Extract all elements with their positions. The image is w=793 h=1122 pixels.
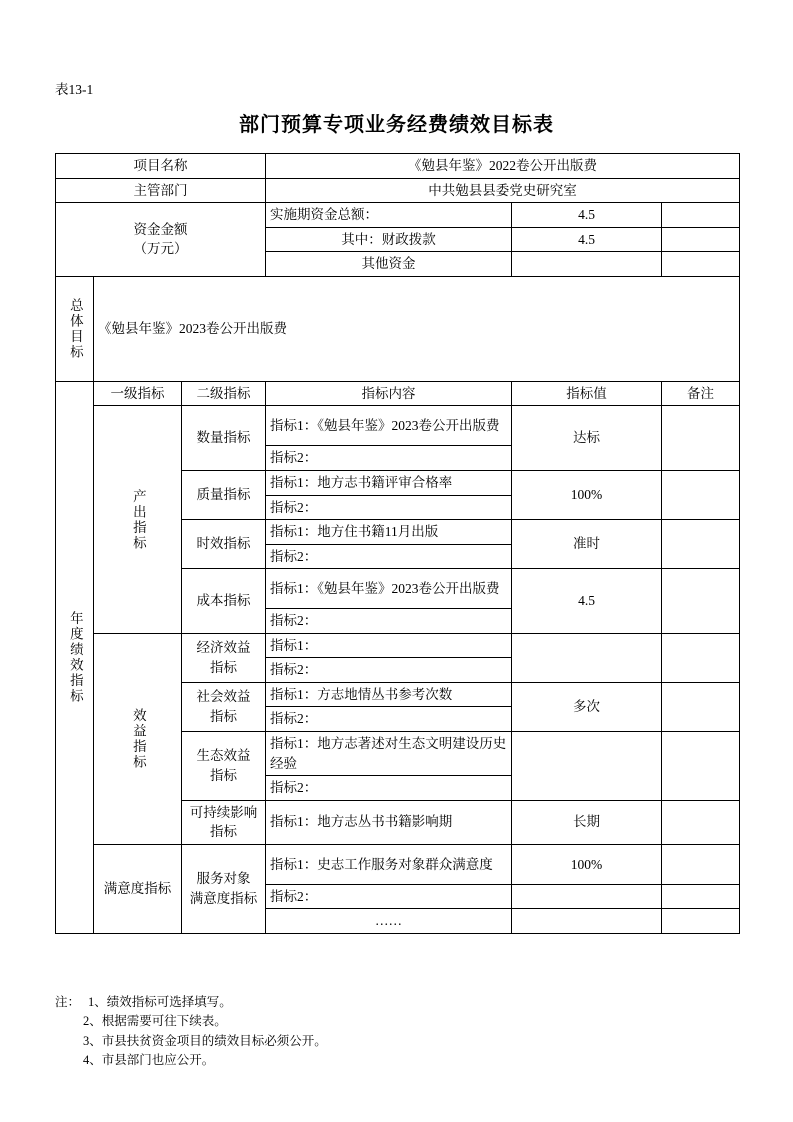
indicator-content: 指标1： — [266, 633, 512, 658]
footnote-item: 1、绩效指标可选择填写。 — [88, 995, 232, 1009]
indicator-content: 指标2： — [266, 609, 512, 634]
level2-quantity: 数量指标 — [182, 406, 266, 471]
level2-ecological-line2: 指标 — [210, 767, 237, 783]
page-title: 部门预算专项业务经费绩效目标表 — [239, 114, 554, 136]
level2-economic — [182, 633, 266, 682]
table-label: 表13-1 — [55, 82, 94, 97]
level1-output — [94, 406, 182, 633]
table-row — [56, 203, 740, 228]
indicator-remark — [662, 470, 740, 519]
footnote-lead: 注： — [55, 995, 81, 1009]
indicator-remark — [662, 800, 740, 844]
overall-goal-text: 《勉县年鉴》2023卷公开出版费 — [94, 276, 740, 381]
indicator-content: 指标1：《勉县年鉴》2023卷公开出版费 — [266, 569, 512, 609]
indicator-value: 4.5 — [512, 569, 662, 634]
annual-side-label — [56, 381, 94, 933]
department-value: 中共勉县县委党史研究室 — [266, 178, 740, 203]
indicator-value: 多次 — [512, 682, 662, 731]
level1-benefit — [94, 633, 182, 844]
fund-total-label: 实施期资金总额： — [266, 203, 512, 228]
footnote-row — [55, 993, 327, 1012]
indicator-value: 长期 — [512, 800, 662, 844]
level2-timeliness: 时效指标 — [182, 520, 266, 569]
level2-social — [182, 682, 266, 731]
indicator-remark — [662, 909, 740, 934]
level2-service-line2: 满意度指标 — [189, 890, 258, 906]
level1-output-text: 产出指标 — [130, 488, 146, 551]
indicator-value: 达标 — [512, 406, 662, 471]
indicator-value — [512, 633, 662, 682]
level2-sustainable-line1: 可持续影响 — [189, 804, 258, 820]
column-header-remark: 备注 — [662, 381, 740, 406]
footnote-item: 3、市县扶贫资金项目的绩效目标必须公开。 — [83, 1033, 327, 1048]
column-header-content: 指标内容 — [266, 381, 512, 406]
indicator-content: 指标1：地方志丛书书籍影响期 — [266, 800, 512, 844]
table-row — [56, 276, 740, 381]
fund-amount-label-line2: （万元） — [133, 241, 188, 257]
fund-amount-label-line1: 资金金额 — [133, 221, 188, 237]
indicator-value — [512, 909, 662, 934]
level2-cost: 成本指标 — [182, 569, 266, 634]
level2-service-satisfaction — [182, 844, 266, 933]
annual-side-label-text: 年度绩效指标 — [67, 610, 83, 704]
table-row — [56, 844, 740, 884]
indicator-remark — [662, 406, 740, 471]
level2-economic-line1: 经济效益 — [196, 640, 251, 656]
level1-satisfaction: 满意度指标 — [94, 844, 182, 933]
footnote-row — [55, 1032, 327, 1051]
indicator-content: 指标2： — [266, 707, 512, 732]
table-row — [56, 154, 740, 179]
indicator-remark — [662, 732, 740, 801]
fund-other-value — [512, 252, 662, 277]
indicator-content: 指标2： — [266, 658, 512, 683]
table-row — [56, 178, 740, 203]
fund-other-remark — [662, 252, 740, 277]
indicator-content: 指标1：方志地情丛书参考次数 — [266, 682, 512, 707]
indicator-content: 指标1：《勉县年鉴》2023卷公开出版费 — [266, 406, 512, 446]
level2-economic-line2: 指标 — [210, 659, 237, 675]
indicator-remark — [662, 633, 740, 682]
level2-quality: 质量指标 — [182, 470, 266, 519]
indicator-content: 指标2： — [266, 884, 512, 909]
overall-goal-side-label-text: 总体目标 — [67, 297, 83, 360]
fund-amount-label — [56, 203, 266, 277]
indicator-content: 指标2： — [266, 446, 512, 471]
indicator-remark — [662, 520, 740, 569]
indicator-content: 指标2： — [266, 776, 512, 801]
indicator-value: 100% — [512, 844, 662, 884]
fund-fiscal-remark — [662, 227, 740, 252]
fund-fiscal-value: 4.5 — [512, 227, 662, 252]
overall-goal-side-label — [56, 276, 94, 381]
indicator-remark — [662, 884, 740, 909]
indicator-value: 准时 — [512, 520, 662, 569]
table-row — [56, 633, 740, 658]
footnote-item: 2、根据需要可往下续表。 — [83, 1014, 227, 1029]
table-row — [56, 406, 740, 446]
department-label: 主管部门 — [56, 178, 266, 203]
indicator-value: 100% — [512, 470, 662, 519]
indicator-value — [512, 732, 662, 801]
indicator-value — [512, 884, 662, 909]
column-header-value: 指标值 — [512, 381, 662, 406]
level2-ecological-line1: 生态效益 — [196, 748, 251, 764]
indicator-content: 指标1：地方住书籍11月出版 — [266, 520, 512, 545]
indicator-content: 指标2： — [266, 544, 512, 569]
footnotes — [55, 993, 327, 1071]
indicator-remark — [662, 844, 740, 884]
indicator-remark — [662, 682, 740, 731]
level2-social-line2: 指标 — [210, 708, 237, 724]
indicator-remark — [662, 569, 740, 634]
project-name-label: 项目名称 — [56, 154, 266, 179]
level1-benefit-text: 效益指标 — [130, 707, 146, 770]
indicator-content: 指标1：地方志书籍评审合格率 — [266, 470, 512, 495]
indicator-content: …… — [266, 909, 512, 934]
level2-social-line1: 社会效益 — [196, 689, 251, 705]
level2-service-line1: 服务对象 — [196, 871, 251, 887]
column-header-level2: 二级指标 — [182, 381, 266, 406]
indicator-content: 指标1：地方志著述对生态文明建设历史经验 — [266, 732, 512, 776]
level2-sustainable — [182, 800, 266, 844]
footnote-item: 4、市县部门也应公开。 — [83, 1053, 215, 1068]
fund-fiscal-label: 其中：财政拨款 — [266, 227, 512, 252]
column-header-level1: 一级指标 — [94, 381, 182, 406]
project-name-value: 《勉县年鉴》2022卷公开出版费 — [266, 154, 740, 179]
indicator-content: 指标2： — [266, 495, 512, 520]
level2-sustainable-line2: 指标 — [210, 824, 237, 840]
indicator-content: 指标1：史志工作服务对象群众满意度 — [266, 844, 512, 884]
footnote-row — [55, 1012, 327, 1031]
performance-goal-table — [55, 153, 740, 934]
fund-total-remark — [662, 203, 740, 228]
footnote-row — [55, 1051, 327, 1070]
fund-total-value: 4.5 — [512, 203, 662, 228]
level2-ecological — [182, 732, 266, 801]
fund-other-label: 其他资金 — [266, 252, 512, 277]
table-header-row — [56, 381, 740, 406]
